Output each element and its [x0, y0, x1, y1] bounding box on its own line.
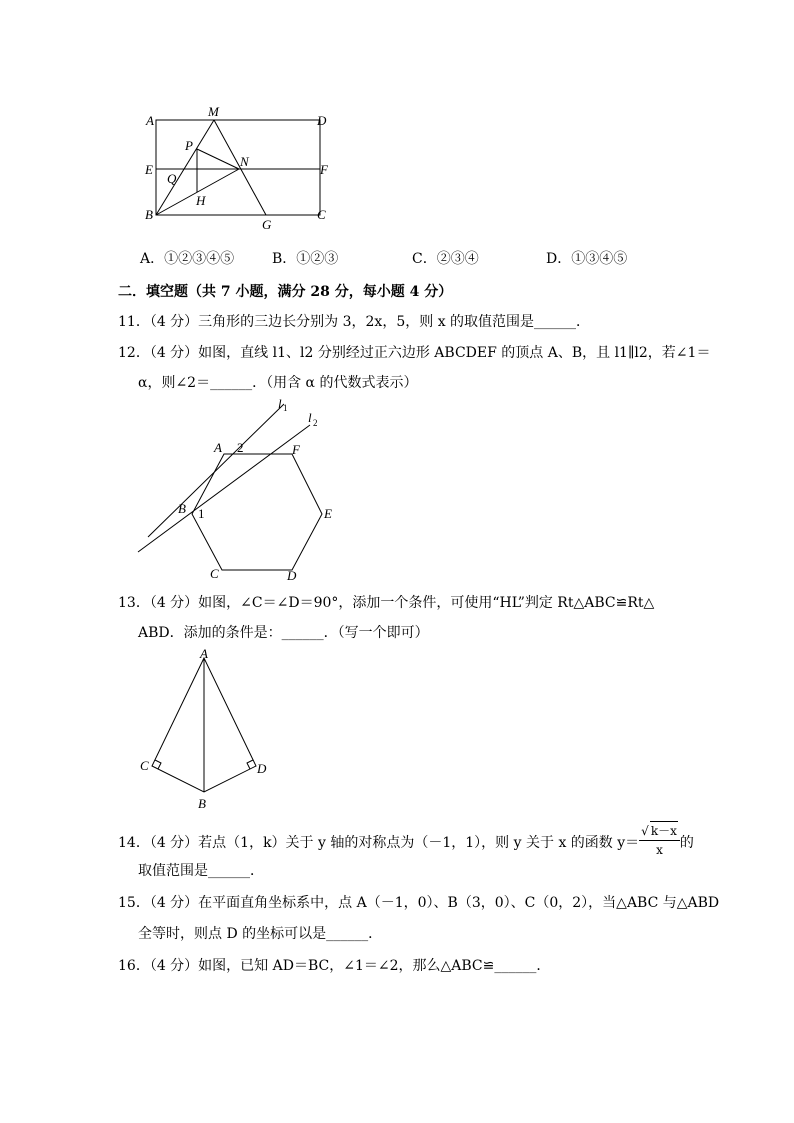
question-12-line-1: 12．（4 分）如图，直线 l1、l2 分别经过正六边形 ABCDEF 的顶点 A、B，且 l1∥l2，若∠1＝: [118, 345, 711, 361]
label-c: C: [317, 207, 326, 222]
section-title: 二．填空题（共 7 小题，满分 28 分，每小题 4 分）: [118, 284, 453, 300]
label-a: A: [200, 646, 208, 661]
label-e: E: [145, 162, 153, 177]
label-q: Q: [167, 171, 177, 186]
hexagon-abcdef: [192, 454, 322, 570]
question-16: 16．（4 分）如图，已知 AD＝BC，∠1＝∠2，那么△ABC≌______．: [118, 958, 551, 974]
label-c: C: [210, 566, 219, 581]
label-g: G: [262, 217, 272, 232]
label-a: A: [214, 440, 222, 455]
option-d-letter: D．: [546, 251, 572, 267]
option-c-letter: C．: [412, 251, 437, 267]
option-c-text: ②③④: [436, 251, 479, 267]
question-14-line-2: 取值范围是______．: [138, 863, 264, 879]
figure-rectangle-svg: [140, 104, 340, 234]
label-angle-1: 1: [198, 506, 205, 521]
label-b: B: [178, 501, 186, 516]
label-c: C: [140, 758, 149, 773]
option-d-text: ①③④⑤: [571, 251, 628, 267]
fraction-denominator: x: [656, 843, 663, 857]
option-b[interactable]: [272, 248, 338, 268]
line-pn: [197, 149, 239, 169]
option-a-letter: A．: [140, 251, 165, 267]
question-15-line-1: 15．（4 分）在平面直角坐标系中，点 A（－1，0）、B（3，0）、C（0，2），当△ABC 与△ABD: [118, 895, 720, 911]
label-angle-2: 2: [237, 440, 244, 455]
question-14-line-1: [118, 824, 694, 862]
label-d: D: [257, 761, 267, 776]
label-p: P: [185, 138, 193, 153]
q10-options: [140, 248, 700, 268]
line-l2: [138, 425, 310, 552]
label-d: D: [287, 568, 297, 583]
label-h: H: [196, 193, 206, 208]
question-15-line-2: 全等时，则点 D 的坐标可以是______．: [138, 926, 383, 942]
figure-kite: [130, 646, 280, 814]
question-12-line-2: α，则∠2＝______．（用含 α 的代数式表示）: [138, 375, 418, 391]
rectangle-abcd: [156, 120, 320, 215]
label-f: F: [320, 162, 328, 177]
label-d: D: [317, 113, 327, 128]
figure-hexagon-svg: [130, 392, 350, 587]
label-l2: l: [308, 410, 312, 425]
figure-rectangle-triangle: [140, 104, 340, 234]
question-11: 11．（4 分）三角形的三边长分别为 3，2x，5，则 x 的取值范围是______．: [118, 314, 591, 330]
option-a[interactable]: [140, 248, 234, 268]
figure-kite-svg: [130, 646, 280, 814]
label-f: F: [292, 442, 300, 457]
label-e: E: [324, 506, 332, 521]
label-a: A: [146, 113, 154, 128]
question-13-line-1: 13．（4 分）如图，∠C＝∠D＝90°，添加一个条件，可使用“HL”判定 Rt△ABC≌Rt△: [118, 595, 655, 611]
label-m: M: [208, 104, 219, 119]
label-l1: l: [278, 396, 282, 411]
function-fraction: [639, 821, 680, 859]
option-c[interactable]: [412, 248, 479, 268]
option-a-text: ①②③④⑤: [164, 251, 235, 267]
label-n: N: [240, 154, 249, 169]
option-d[interactable]: [546, 248, 627, 268]
question-14-suffix: 的: [679, 835, 694, 851]
sqrt-radicand: k－x: [650, 821, 678, 840]
question-14-text: 14．（4 分）若点（1，k）关于 y 轴的对称点为（－1，1），则 y 关于 x 的函数 y＝: [118, 835, 640, 851]
figure-hexagon: [130, 392, 350, 587]
line-l1: [148, 404, 284, 537]
option-b-letter: B．: [272, 251, 297, 267]
label-b: B: [198, 796, 206, 811]
option-b-text: ①②③: [296, 251, 339, 267]
question-13-line-2: ABD．添加的条件是：______．（写一个即可）: [138, 625, 429, 641]
label-b: B: [145, 207, 153, 222]
label-l2-subscript: 2: [313, 418, 318, 428]
label-l1-subscript: 1: [283, 403, 288, 413]
fraction-numerator: √ k－x: [639, 821, 680, 841]
